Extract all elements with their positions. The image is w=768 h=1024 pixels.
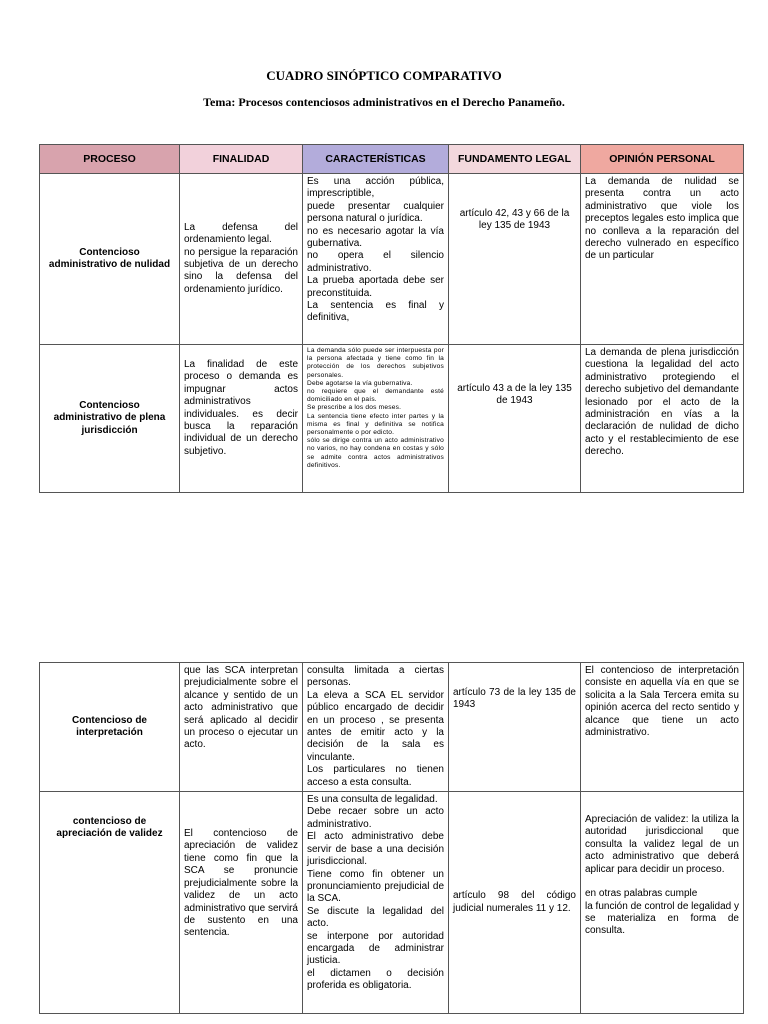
cell-proceso: Contencioso administrativo de plena jurisdicción <box>40 345 180 493</box>
cell-proceso: Contencioso administrativo de nulidad <box>40 174 180 345</box>
caracteristica-line: Es una consulta de legalidad. <box>307 794 438 806</box>
cell-caracteristicas <box>303 792 449 1014</box>
opinion-line: en otras palabras cumple <box>585 888 698 900</box>
caracteristica-line: La demanda sólo puede ser interpuesta por la persona afectada y tiene como fin la protección de los derechos subjetivos personales. <box>307 347 444 379</box>
cell-finalidad: La finalidad de este proceso o demanda es impugnar actos administrativos individuales. es decir busca la reparación individual de un derecho subjetivo. <box>180 345 303 493</box>
cell-caracteristicas <box>303 174 449 345</box>
caracteristica-line: Se discute la legalidad del acto. <box>307 905 444 930</box>
caracteristica-line: consulta limitada a ciertas personas. <box>307 665 444 689</box>
opinion-line: Apreciación de validez: la utiliza la autoridad jurisdiccional que consulta la validez legal de un acto administrativo que deberá aplicar para decidir un proceso. <box>585 814 739 875</box>
caracteristica-line: puede presentar cualquier persona natural o jurídica. <box>307 200 444 225</box>
caracteristica-line: La sentencia es final y definitiva, <box>307 300 444 324</box>
table-row <box>40 663 744 792</box>
opinion-line: la función de control de legalidad y se materializa en forma de consulta. <box>585 900 739 937</box>
finalidad-line: no persigue la reparación subjetiva de un derecho sino la defensa del ordenamiento jurídico. <box>184 246 298 295</box>
caracteristica-line: se interpone por autoridad encargada de administrar justicia. <box>307 930 444 967</box>
caracteristica-line: Debe agotarse la vía gubernativa. <box>307 379 413 387</box>
caracteristica-line: Tiene como fin obtener un pronunciamiento prejudicial de la SCA. <box>307 868 444 905</box>
caracteristica-line: La sentencia tiene efecto inter partes y la misma es final y definitiva se notifica personalmente o por edicto. <box>307 412 444 437</box>
caracteristica-line: Los particulares no tienen acceso a esta consulta. <box>307 764 444 788</box>
cell-fundamento: artículo 98 del código judicial numerales 11 y 12. <box>449 792 581 1014</box>
table-header-row <box>40 145 744 174</box>
document-title: CUADRO SINÓPTICO COMPARATIVO <box>266 68 502 83</box>
header-fundamento-legal: FUNDAMENTO LEGAL <box>449 145 581 174</box>
cell-opinion: El contencioso de interpretación consiste en aquella vía en que se solicita a la Sala Tercera emita su opinión acerca del recto sentido y alcance que tiene un acto administrativo. <box>581 663 744 792</box>
cell-caracteristicas <box>303 663 449 792</box>
cell-opinion: La demanda de plena jurisdicción cuestiona la legalidad del acto administrativo protegiendo el derecho subjetivo del demandante lesionado por el acto de la administración en vías a la declaración de nulidad de dicho acto y el restablecimiento de ese derecho. <box>581 345 744 493</box>
cell-caracteristicas <box>303 345 449 493</box>
comparison-table-part-1 <box>39 144 744 493</box>
comparison-table-part-2 <box>39 662 744 1014</box>
cell-opinion: La demanda de nulidad se presenta contra un acto administrativo que viole los preceptos legales esto implica que no conlleva a la reparación del derecho vulnerado en específico de un particular <box>581 174 744 345</box>
caracteristica-line: Es una acción pública, imprescriptible, <box>307 176 444 200</box>
caracteristica-line: no requiere que el demandante esté domiciliado en el país. <box>307 388 444 404</box>
cell-opinion <box>581 792 744 1014</box>
header-finalidad: FINALIDAD <box>180 145 303 174</box>
cell-fundamento: artículo 42, 43 y 66 de la ley 135 de 1943 <box>449 174 581 345</box>
cell-finalidad <box>180 174 303 345</box>
caracteristica-line: Debe recaer sobre un acto administrativo. <box>307 806 444 830</box>
cell-proceso: Contencioso de interpretación <box>40 663 180 792</box>
caracteristica-line: El acto administrativo debe servir de base a una decisión jurisdiccional. <box>307 831 444 868</box>
table-row <box>40 792 744 1014</box>
document-subtitle: Tema: Procesos contenciosos administrativos en el Derecho Panameño. <box>203 95 565 109</box>
caracteristica-line: La prueba aportada debe ser preconstituida. <box>307 275 444 299</box>
cell-proceso: contencioso de apreciación de validez <box>40 792 180 1014</box>
caracteristica-line: La eleva a SCA EL servidor público encargado de decidir en un proceso , se presenta antes de emitir acto y la decisión de la sala es vinculante. <box>307 689 444 763</box>
table-row <box>40 174 744 345</box>
caracteristica-line: el dictamen o decisión proferida es obligatoria. <box>307 967 444 992</box>
cell-fundamento: artículo 73 de la ley 135 de 1943 <box>449 663 581 792</box>
caracteristica-line: no opera el silencio administrativo. <box>307 250 444 274</box>
header-caracteristicas: CARACTERÍSTICAS <box>303 145 449 174</box>
header-opinion-personal: OPINIÓN PERSONAL <box>581 145 744 174</box>
caracteristica-line: no es necesario agotar la vía gubernativa. <box>307 225 444 250</box>
caracteristica-line: Se prescribe a los dos meses. <box>307 404 402 412</box>
header-proceso: PROCESO <box>40 145 180 174</box>
table-row <box>40 345 744 493</box>
cell-finalidad: El contencioso de apreciación de validez tiene como fin que la SCA se pronuncie prejudicialmente sobre la validez de un acto administrativo que servirá de sustento en una sentencia. <box>180 792 303 1014</box>
cell-fundamento: artículo 43 a de la ley 135 de 1943 <box>449 345 581 493</box>
caracteristica-line: sólo se dirige contra un acto administrativo no varios, no hay condena en costas y sólo se admite contra actos administrativos definitivos. <box>307 437 444 469</box>
finalidad-line: La defensa del ordenamiento legal. <box>184 221 298 246</box>
cell-finalidad: que las SCA interpretan prejudicialmente sobre el alcance y sentido de un acto administrativo que será aplicado al decidir un proceso o ejecutar un acto. <box>180 663 303 792</box>
